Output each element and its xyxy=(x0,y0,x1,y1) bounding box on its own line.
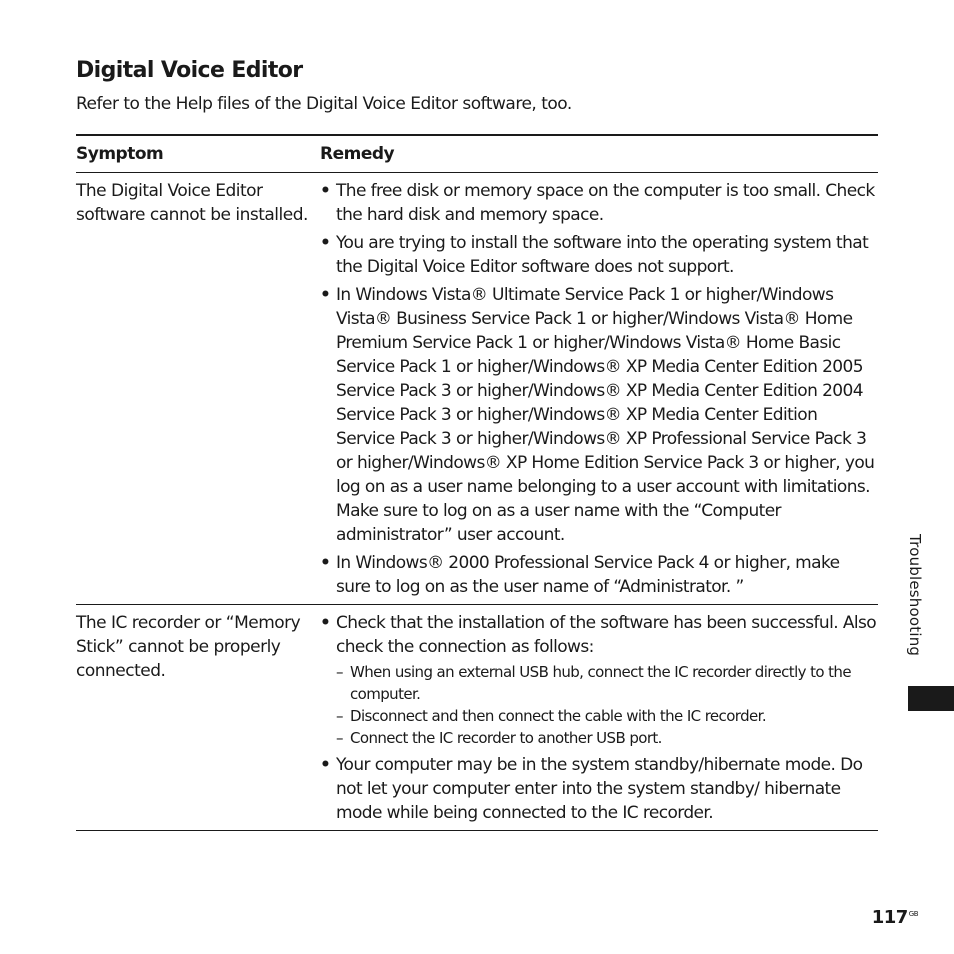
symptom-cell: The Digital Voice Editor software cannot be installed. xyxy=(76,181,308,225)
bullet-icon: • xyxy=(320,181,331,201)
remedy-text: In Windows Vista® Ultimate Service Pack 1 or higher/Windows Vista® Business Service Pack 1 or higher/Windows Vista® Home Premium Service Pack 1 or higher/Windows Vista® Home Basic Service Pack 1 or higher/Windows® XP Media Center Edition 2005 Service Pack 3 or higher/Windows® XP Media Center Edition 2004 Service Pack 3 or higher/Windows® XP Media Center Edition Service Pack 3 or higher/Windows® XP Professional Service Pack 3 or higher/Windows® XP Home Edition Service Pack 3 or higher, you log on as a user name belonging to a user account with limitations. Make sure to log on as a user name with the “Computer administrator” user account. xyxy=(336,285,875,545)
dash-icon: – xyxy=(336,707,343,725)
sub-item-text: Disconnect and then connect the cable with the IC recorder. xyxy=(350,707,766,725)
sub-item xyxy=(336,727,878,749)
sub-item-text: When using an external USB hub, connect the IC recorder directly to the computer. xyxy=(350,663,851,703)
remedy-text: Check that the installation of the software has been successful. Also check the connection as follows: xyxy=(336,613,877,657)
section-tab-marker xyxy=(908,686,954,711)
bullet-icon: • xyxy=(320,233,331,253)
table-row xyxy=(76,605,878,831)
sub-list xyxy=(336,661,878,749)
bullet-icon: • xyxy=(320,755,331,775)
remedy-cell xyxy=(320,611,878,825)
remedy-list xyxy=(320,611,878,825)
dash-icon: – xyxy=(336,729,343,747)
troubleshooting-table xyxy=(76,134,878,831)
page-number xyxy=(872,907,918,928)
remedy-item xyxy=(320,611,878,749)
section-subtitle: Refer to the Help files of the Digital Voice Editor software, too. xyxy=(76,94,572,114)
remedy-item xyxy=(320,753,878,825)
remedy-item xyxy=(320,551,878,599)
table-header-row xyxy=(76,136,878,173)
remedy-text: Your computer may be in the system standby/hibernate mode. Do not let your computer enter into the system standby/ hibernate mode while being connected to the IC recorder. xyxy=(336,755,863,823)
sub-item xyxy=(336,661,878,705)
header-remedy: Remedy xyxy=(320,144,395,164)
sub-item xyxy=(336,705,878,727)
remedy-cell xyxy=(320,179,878,599)
page-number-value: 117 xyxy=(871,907,908,928)
bullet-icon: • xyxy=(320,285,331,305)
sub-item-text: Connect the IC recorder to another USB port. xyxy=(350,729,662,747)
remedy-list xyxy=(320,179,878,599)
header-symptom: Symptom xyxy=(76,144,164,164)
remedy-item xyxy=(320,283,878,547)
table-row xyxy=(76,173,878,605)
dash-icon: – xyxy=(336,663,343,681)
remedy-item xyxy=(320,179,878,227)
symptom-cell: The IC recorder or “Memory Stick” cannot be properly connected. xyxy=(76,613,301,681)
section-title: Digital Voice Editor xyxy=(76,58,303,83)
remedy-text: The free disk or memory space on the computer is too small. Check the hard disk and memory space. xyxy=(336,181,875,225)
section-tab-label: Troubleshooting xyxy=(906,534,924,657)
bullet-icon: • xyxy=(320,613,331,633)
page-region-suffix: GB xyxy=(908,910,918,918)
remedy-text: You are trying to install the software into the operating system that the Digital Voice Editor software does not support. xyxy=(336,233,869,277)
remedy-text: In Windows® 2000 Professional Service Pack 4 or higher, make sure to log on as the user name of “Administrator. ” xyxy=(336,553,840,597)
remedy-item xyxy=(320,231,878,279)
bullet-icon: • xyxy=(320,553,331,573)
